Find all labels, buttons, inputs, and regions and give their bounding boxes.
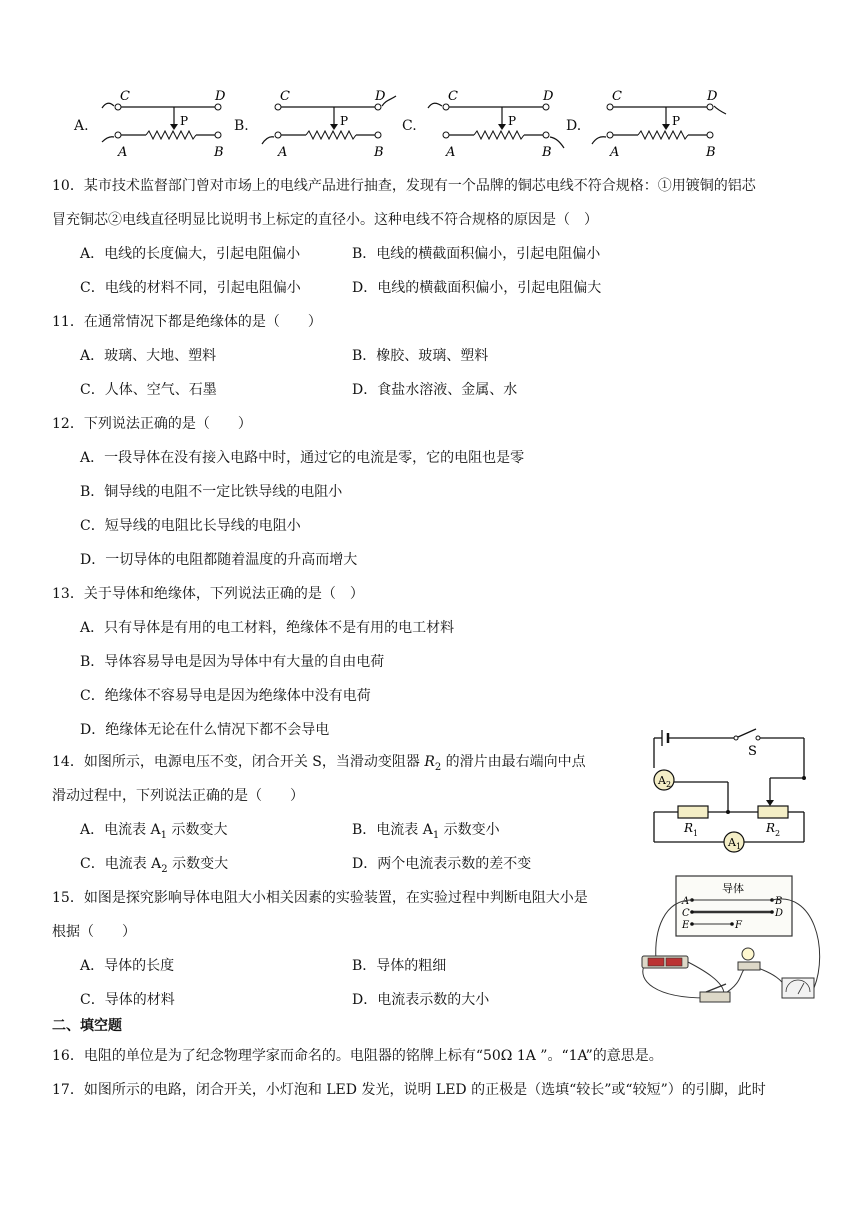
q15-option-b: B．导体的粗细: [352, 958, 447, 974]
label-b: B: [542, 145, 552, 160]
label-d: D: [215, 89, 226, 104]
label-c: C: [280, 89, 290, 104]
q10-option-d: D．电线的横截面积偏小，引起电阻偏大: [352, 280, 602, 296]
label-e: E: [682, 920, 690, 931]
q14-option-b-rest: 示数变小: [439, 822, 500, 838]
section-fill-in-title: 二、填空题: [52, 1018, 122, 1034]
q9-option-c-diagram: [424, 88, 574, 160]
q14-option-b: [352, 821, 500, 845]
q10-stem-line2: 冒充铜芯②电线直径明显比说明书上标定的直径小。这种电线不符合规格的原因是（ ）: [52, 212, 598, 228]
switch-label: S: [748, 744, 757, 759]
q9-option-b-letter: B.: [234, 118, 249, 134]
q14-r-subscript: 2: [434, 761, 442, 773]
label-c: C: [612, 89, 622, 104]
q12-option-b: B．铜导线的电阻不一定比铁导线的电阻小: [80, 484, 343, 500]
r1-sub: 1: [693, 829, 699, 838]
label-c: C: [448, 89, 458, 104]
label-a: A: [682, 896, 690, 907]
q14-stem-part1: 14．如图所示，电源电压不变，闭合开关 S，当滑动变阻器: [52, 754, 425, 770]
switch-blade: [738, 729, 756, 737]
q11-option-b: B．橡胶、玻璃、塑料: [352, 348, 489, 364]
q14-option-d: D．两个电流表示数的差不变: [352, 856, 532, 872]
q10-option-a: A．电线的长度偏大，引起电阻偏小: [80, 246, 301, 262]
label-c: C: [682, 908, 690, 919]
q12-stem: 12．下列说法正确的是（ ）: [52, 416, 252, 432]
label-b: B: [374, 145, 384, 160]
label-a: A: [610, 145, 620, 160]
label-p: P: [508, 114, 517, 128]
ammeter-a1-sub: 1: [736, 842, 742, 851]
q14-option-c-text: C．电流表 A: [80, 856, 162, 872]
label-b: B: [214, 145, 224, 160]
label-f: F: [735, 920, 742, 931]
q14-option-b-sub: 1: [432, 829, 440, 841]
q15-option-c: C．导体的材料: [80, 992, 175, 1008]
label-p: P: [672, 114, 681, 128]
q15-stem-line1: 15．如图是探究影响导体电阻大小相关因素的实验装置，在实验过程中判断电阻大小是: [52, 890, 588, 906]
q9-option-d-diagram: [588, 88, 738, 160]
q13-option-b: B．导体容易导电是因为导体中有大量的自由电荷: [80, 654, 385, 670]
q13-stem: 13．关于导体和绝缘体，下列说法正确的是（ ）: [52, 586, 364, 602]
q14-option-a-sub: 1: [160, 829, 168, 841]
q14-option-c-sub: 2: [161, 863, 168, 875]
board-title: 导体: [722, 882, 744, 895]
q15-stem-line2: 根据（ ）: [52, 924, 136, 940]
q14-option-a: [80, 821, 228, 845]
q11-option-a: A．玻璃、大地、塑料: [80, 348, 217, 364]
bulb-icon: [742, 948, 754, 960]
q14-option-a-text: A．电流表 A: [80, 822, 161, 838]
q15-option-a: A．导体的长度: [80, 958, 175, 974]
label-a: A: [446, 145, 456, 160]
q16-text: 16．电阻的单位是为了纪念物理学家而命名的。电阻器的铭牌上标有“50Ω 1A ”。“1A”的意思是。: [52, 1048, 663, 1064]
q11-stem: 11．在通常情况下都是绝缘体的是（ ）: [52, 314, 322, 330]
q9-option-c-letter: C.: [402, 118, 417, 134]
label-p: P: [340, 114, 349, 128]
ammeter-a2-label: A: [658, 774, 666, 787]
switch-icon: [700, 992, 730, 1002]
q15-apparatus-diagram: [634, 870, 830, 1012]
q14-r-symbol: R: [424, 754, 435, 770]
q12-option-a: A．一段导体在没有接入电路中时，通过它的电流是零，它的电阻也是零: [80, 450, 525, 466]
r1-label: R: [684, 821, 694, 835]
label-d: D: [775, 908, 784, 919]
q13-option-d: D．绝缘体无论在什么情况下都不会导电: [80, 722, 330, 738]
label-d: D: [543, 89, 554, 104]
q9-option-a-diagram: [96, 88, 238, 160]
label-p: P: [180, 114, 189, 128]
q11-option-d: D．食盐水溶液、金属、水: [352, 382, 518, 398]
q14-stem-line2: 滑动过程中，下列说法正确的是（ ）: [52, 788, 304, 804]
label-b: B: [775, 896, 783, 907]
r2-sub: 2: [775, 829, 781, 838]
q14-circuit-diagram: [638, 722, 816, 858]
q14-option-a-rest: 示数变大: [167, 822, 228, 838]
r2-label: R: [766, 821, 776, 835]
q17-text: 17．如图所示的电路，闭合开关，小灯泡和 LED 发光，说明 LED 的正极是（选填“较长”或“较短”）的引脚，此时: [52, 1082, 766, 1098]
rheostat-r2: [758, 806, 788, 818]
q12-option-d: D．一切导体的电阻都随着温度的升高而增大: [80, 552, 358, 568]
ammeter-a1-label: A: [728, 836, 736, 849]
q14-stem-part2: 的滑片由最右端向中点: [441, 754, 586, 770]
q14-stem-line1: [52, 753, 586, 777]
label-c: C: [120, 89, 130, 104]
q15-option-d: D．电流表示数的大小: [352, 992, 490, 1008]
q9-option-d-letter: D.: [566, 118, 582, 134]
q10-option-c: C．电线的材料不同，引起电阻偏小: [80, 280, 301, 296]
label-a: A: [118, 145, 128, 160]
q10-option-b: B．电线的横截面积偏小，引起电阻偏小: [352, 246, 601, 262]
q13-option-c: C．绝缘体不容易导电是因为绝缘体中没有电荷: [80, 688, 371, 704]
resistor-r1: [678, 806, 708, 818]
q11-option-c: C．人体、空气、石墨: [80, 382, 217, 398]
q9-option-b-diagram: [256, 88, 406, 160]
q14-option-c: [80, 855, 228, 879]
ammeter-a2-sub: 2: [666, 780, 672, 789]
label-d: D: [375, 89, 386, 104]
q14-option-b-text: B．电流表 A: [352, 822, 433, 838]
q12-option-c: C．短导线的电阻比长导线的电阻小: [80, 518, 301, 534]
label-d: D: [707, 89, 718, 104]
q10-stem-line1: 10．某市技术监督部门曾对市场上的电线产品进行抽查，发现有一个品牌的铜芯电线不符合规格：①用镀铜的铝芯: [52, 178, 756, 194]
q9-option-a-letter: A.: [74, 118, 89, 134]
q14-option-c-rest: 示数变大: [167, 856, 229, 872]
label-a: A: [278, 145, 288, 160]
q13-option-a: A．只有导体是有用的电工材料，绝缘体不是有用的电工材料: [80, 620, 455, 636]
label-b: B: [706, 145, 716, 160]
